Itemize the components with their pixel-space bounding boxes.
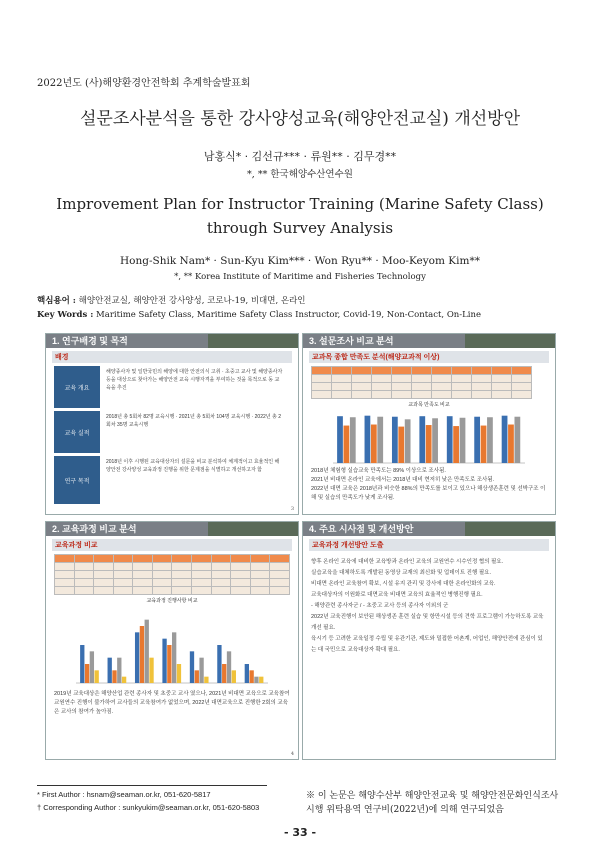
slide-4-bullet: 2022년 교육진행이 보안된 해상생존 훈련 실습 및 항만시설 등의 견학 프로그램이 가능하도록 교육개선 필요.	[311, 614, 544, 631]
chart-bar	[112, 670, 116, 683]
slide-implications	[302, 521, 556, 760]
chart-bar	[190, 651, 194, 683]
slide-3-header	[303, 334, 555, 348]
chart-bar	[474, 417, 480, 463]
chart-bar	[172, 632, 176, 683]
chart-bar	[117, 658, 121, 683]
slide-1-row	[54, 411, 290, 453]
english-title: Improvement Plan for Instructor Training (Marine Safety Class) through Survey Analysis	[56, 195, 544, 237]
chart-bar	[227, 651, 231, 683]
keywords-korean	[37, 294, 306, 306]
slide-page-number: 3	[290, 506, 294, 512]
slide-2-header	[46, 522, 298, 536]
row-label: 연구 목적	[54, 456, 100, 504]
chart-bar	[162, 639, 166, 683]
chart-bar	[344, 426, 350, 463]
chart-bar	[80, 645, 84, 683]
chart-bar	[135, 632, 139, 683]
chart-title: 교과목 만족도 비교	[408, 402, 450, 408]
slide-page-number: 4	[290, 751, 294, 757]
chart-bar	[460, 418, 466, 463]
slide-4-bullet: 육시기 등 고려한 교육일정 수립 및 유관기관, 제도와 밀접한 어촌계, 어업인, 해양안전에 관심이 있는 대 국민으로 교육대상자 확대 필요.	[311, 636, 543, 653]
footnote-corresponding-author: † Corresponding Author : sunkyukim@seaman.or.kr, 051-620-5803	[37, 803, 260, 812]
row-text: 2018년 이후 시행된 교육대상자의 설문을 비교 분석하여 체계적이고 효율적인 해양안전 강사양성 교육과정 진행을 위한 문제점을 식별하고 개선하고자 함	[106, 459, 280, 473]
chart-bar	[145, 620, 149, 683]
korean-affiliation: *, ** 한국해양수산연수원	[247, 169, 353, 180]
chart-bar	[222, 664, 226, 683]
chart-bar	[337, 416, 343, 463]
slide-research-background	[45, 333, 299, 515]
korean-title: 설문조사분석을 통한 강사양성교육(해양안전교실) 개선방안	[79, 109, 521, 129]
row-label: 교육 실적	[54, 411, 100, 453]
chart-bar	[453, 426, 459, 463]
chart-bar	[502, 416, 508, 463]
slide-3-bullet: 2021년 비대면 온라인 교육에서는 2018년 대비 현저히 낮은 만족도로 조사됨.	[311, 477, 495, 483]
slide-2-subheading: 교육과정 비교	[52, 539, 292, 551]
slide-3-title: 3. 설문조사 비교 분석	[309, 336, 394, 346]
chart-bar	[405, 419, 411, 463]
slide-2-title: 2. 교육과정 비교 분석	[52, 524, 137, 534]
slide-4-bullet: 실습교육을 대체하도록 개발된 동영상 교재의 최신화 및 업데이트 진행 필요.	[311, 570, 491, 576]
row-label: 교육 개요	[54, 366, 100, 408]
slide-4-bullet: 교육대상자의 이원화로 대면교육 비대면 교육의 효율적인 병행진행 필요.	[311, 592, 483, 598]
chart-bar	[108, 658, 112, 683]
chart-bar	[419, 416, 425, 463]
slide-course-comparison	[45, 521, 299, 760]
slide-3-subheading: 교과목 종합 만족도 분석(해양교과적 이상)	[309, 351, 549, 363]
satisfaction-table	[311, 366, 532, 399]
english-affiliation: *, ** Korea Institute of Maritime and Fisheries Technology	[174, 272, 426, 282]
slide-4-subheading: 교육과정 개선방안 도출	[309, 539, 549, 551]
chart-bar	[259, 677, 263, 683]
row-text: 해양종사자 및 일반국민의 해양에 대한 안전의식 고취 · 초중고 교사 및 해양종사자 등을 대상으로 찾아가는 해양안전 교육 시행자격을 부여하는 것을 목적으로 동 교육을 추진	[106, 369, 283, 391]
slide-4-bullet: - 해양관련 종사자군 / - 초중고 교사 등의 종사자 이외의 군	[311, 603, 449, 609]
funding-note: ※ 이 논문은 해양수산부 해양안전교육 및 해양안전문화인식조사 시행 위탁용역 연구비(2022년)에 의해 연구되었음	[306, 791, 559, 815]
chart-bar	[432, 418, 438, 463]
chart-bar	[199, 658, 203, 683]
chart-bar	[217, 645, 221, 683]
chart-bar	[245, 664, 249, 683]
slide-4-bullet: 향후 온라인 교육에 대비한 교육방과 온라인 교육의 교원연수 시수인정 협의 필요.	[311, 559, 504, 565]
keywords-korean-label: 핵심용어 :	[37, 296, 76, 306]
page-number: - 33 -	[283, 826, 317, 839]
satisfaction-bar-chart	[329, 408, 529, 464]
chart-bar	[122, 677, 126, 683]
slide-survey-analysis	[302, 333, 556, 515]
chart-bar	[95, 670, 99, 683]
chart-bar	[204, 677, 208, 683]
chart-title: 교육과정 진행사항 비교	[146, 598, 198, 604]
footnote-rule	[37, 785, 267, 786]
row-text: 2018년 총 5회차 82명 교육시행 · 2021년 총 5회차 104명 교육시행 · 2022년 총 2회차 35명 교육시행	[106, 414, 281, 428]
slide-4-title: 4. 주요 시사점 및 개선방안	[309, 524, 414, 534]
slide-4-bullet: 비대면 온라인 교육참여 확보, 시설 유지 관리 및 강사에 대한 온라인화의 교육.	[311, 581, 496, 587]
keywords-english-label: Key Words :	[37, 310, 94, 320]
slide-4-header	[303, 522, 555, 536]
chart-bar	[481, 426, 487, 463]
chart-bar	[392, 417, 398, 463]
chart-bar	[487, 417, 493, 463]
keywords-english	[37, 310, 481, 320]
slide-3-bullet: 2018년 체험형 실습교육 만족도는 89% 이상으로 조사됨.	[311, 468, 446, 474]
slide-1-subheading: 배경	[52, 351, 292, 363]
slide-3-bullet: 2022년 대면 교육은 2018년과 비슷한 88%의 만족도를 보이고 있으나 해상생존훈련 및 선박구조 이해 및 실습의 만족도가 낮게 조사됨.	[311, 486, 546, 501]
course-table	[54, 554, 290, 595]
chart-bar	[249, 670, 253, 683]
slide-1-header	[46, 334, 298, 348]
slide-1-row	[54, 456, 290, 504]
chart-bar	[167, 645, 171, 683]
chart-bar	[508, 425, 514, 463]
chart-bar	[85, 664, 89, 683]
conference-header: 2022년도 (사)해양환경안전학회 추계학술발표회	[37, 78, 251, 89]
chart-bar	[195, 670, 199, 683]
chart-bar	[90, 651, 94, 683]
keywords-korean-text: 해양안전교실, 해양안전 강사양성, 코로나-19, 비대면, 온라인	[78, 296, 306, 306]
footnote-first-author: * First Author : hsnam@seaman.or.kr, 051-620-5817	[37, 790, 211, 799]
chart-bar	[140, 626, 144, 683]
slide-2-bullet: 2019년 교육대상은 해양산업 관련 종사자 및 초중고 교사 였으나, 2021년 비대면 교육으로 교육참여 교원연수 진행이 불가하여 교사들의 교육참여가 없었으며, 2022년 대면교육으로 진행한 2회의 교육은 교사의 참여가 높아짐.	[54, 691, 290, 715]
course-bar-chart	[72, 604, 272, 684]
chart-bar	[426, 425, 432, 463]
chart-bar	[377, 417, 383, 463]
english-authors: Hong-Shik Nam* · Sun-Kyu Kim*** · Won Ryu** · Moo-Keyom Kim**	[120, 255, 480, 267]
chart-bar	[232, 670, 236, 683]
slide-1-row	[54, 366, 290, 408]
chart-bar	[365, 416, 371, 463]
keywords-english-text: Maritime Safety Class, Maritime Safety Class Instructor, Covid-19, Non-Contact, On-Line	[96, 310, 482, 320]
chart-bar	[447, 416, 453, 463]
slide-1-title: 1. 연구배경 및 목적	[52, 336, 128, 346]
chart-bar	[149, 658, 153, 683]
chart-bar	[371, 425, 377, 463]
chart-bar	[514, 417, 520, 463]
korean-authors: 남홍식* · 김선규*** · 류원** · 김무경**	[203, 150, 397, 163]
chart-bar	[398, 427, 404, 463]
chart-bar	[254, 677, 258, 683]
chart-bar	[350, 417, 356, 463]
chart-bar	[177, 664, 181, 683]
